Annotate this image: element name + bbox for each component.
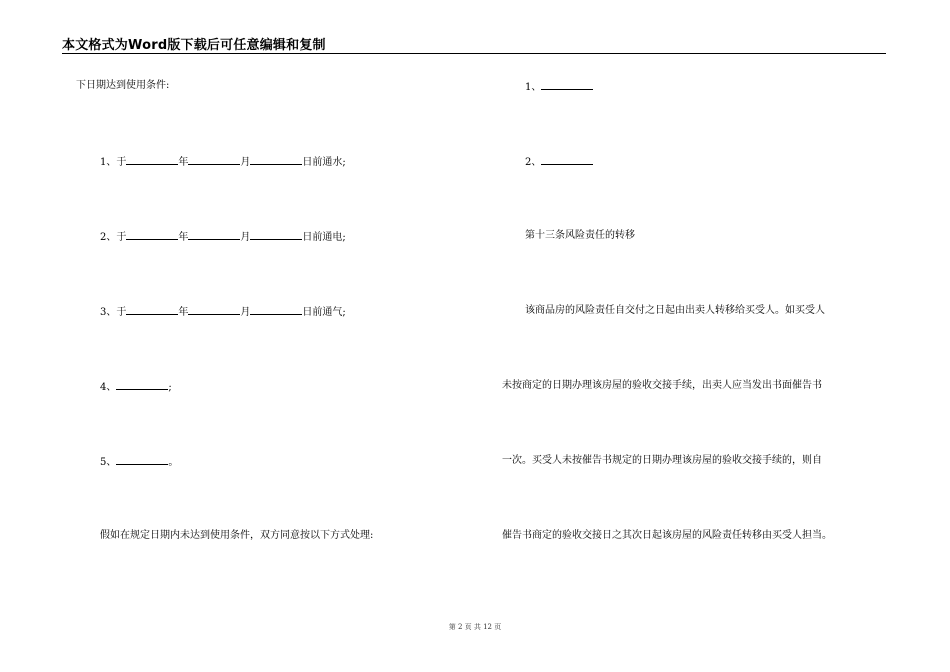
condition-item-5 (100, 455, 178, 469)
blank-field (116, 455, 168, 465)
item-number: 1、于 (100, 157, 127, 168)
year-label: 年 (178, 232, 189, 243)
item-tail: 日前通气; (302, 307, 346, 318)
item-tail: ; (168, 382, 172, 393)
blank-field (188, 305, 240, 315)
header-divider (62, 53, 886, 54)
left-closing-paragraph: 假如在规定日期内未达到使用条件，双方同意按以下方式处理: (100, 530, 374, 541)
item-number: 2、 (525, 157, 542, 168)
article-13-line-1: 该商品房的风险责任自交付之日起由出卖人转移给买受人。如买受人 (525, 305, 825, 316)
article-13-line-4: 催告书商定的验收交接日之其次日起该房屋的风险责任转移由买受人担当。 (502, 530, 832, 541)
blank-field (250, 305, 302, 315)
page-number-footer: 第 2 页 共 12 页 (448, 623, 502, 631)
blank-field (126, 305, 178, 315)
article-13-title: 第十三条风险责任的转移 (525, 230, 635, 241)
month-label: 月 (240, 157, 251, 168)
item-number: 5、 (100, 457, 117, 468)
blank-field (126, 155, 178, 165)
month-label: 月 (240, 232, 251, 243)
item-tail: 。 (168, 457, 179, 468)
blank-field (188, 230, 240, 240)
left-intro: 下日期达到使用条件: (76, 80, 170, 91)
article-13-line-3: 一次。买受人未按催告书规定的日期办理该房屋的验收交接手续的，则自 (502, 455, 822, 466)
blank-field (250, 155, 302, 165)
condition-item-2 (100, 230, 346, 244)
condition-item-3 (100, 305, 346, 319)
item-number: 2、于 (100, 232, 127, 243)
condition-item-4 (100, 380, 172, 394)
condition-item-1 (100, 155, 346, 169)
year-label: 年 (178, 157, 189, 168)
article-13-line-2: 未按商定的日期办理该房屋的验收交接手续，出卖人应当发出书面催告书 (502, 380, 822, 391)
blank-field (250, 230, 302, 240)
blank-field (541, 155, 593, 165)
year-label: 年 (178, 307, 189, 318)
item-tail: 日前通水; (302, 157, 346, 168)
blank-field (116, 380, 168, 390)
item-number: 3、于 (100, 307, 127, 318)
document-header-title: 本文格式为Word版下载后可任意编辑和复制 (62, 38, 326, 53)
blank-field (126, 230, 178, 240)
item-number: 1、 (525, 82, 542, 93)
blank-field (188, 155, 240, 165)
month-label: 月 (240, 307, 251, 318)
blank-field (541, 80, 593, 90)
right-item-1 (525, 80, 593, 94)
item-number: 4、 (100, 382, 117, 393)
right-item-2 (525, 155, 593, 169)
item-tail: 日前通电; (302, 232, 346, 243)
